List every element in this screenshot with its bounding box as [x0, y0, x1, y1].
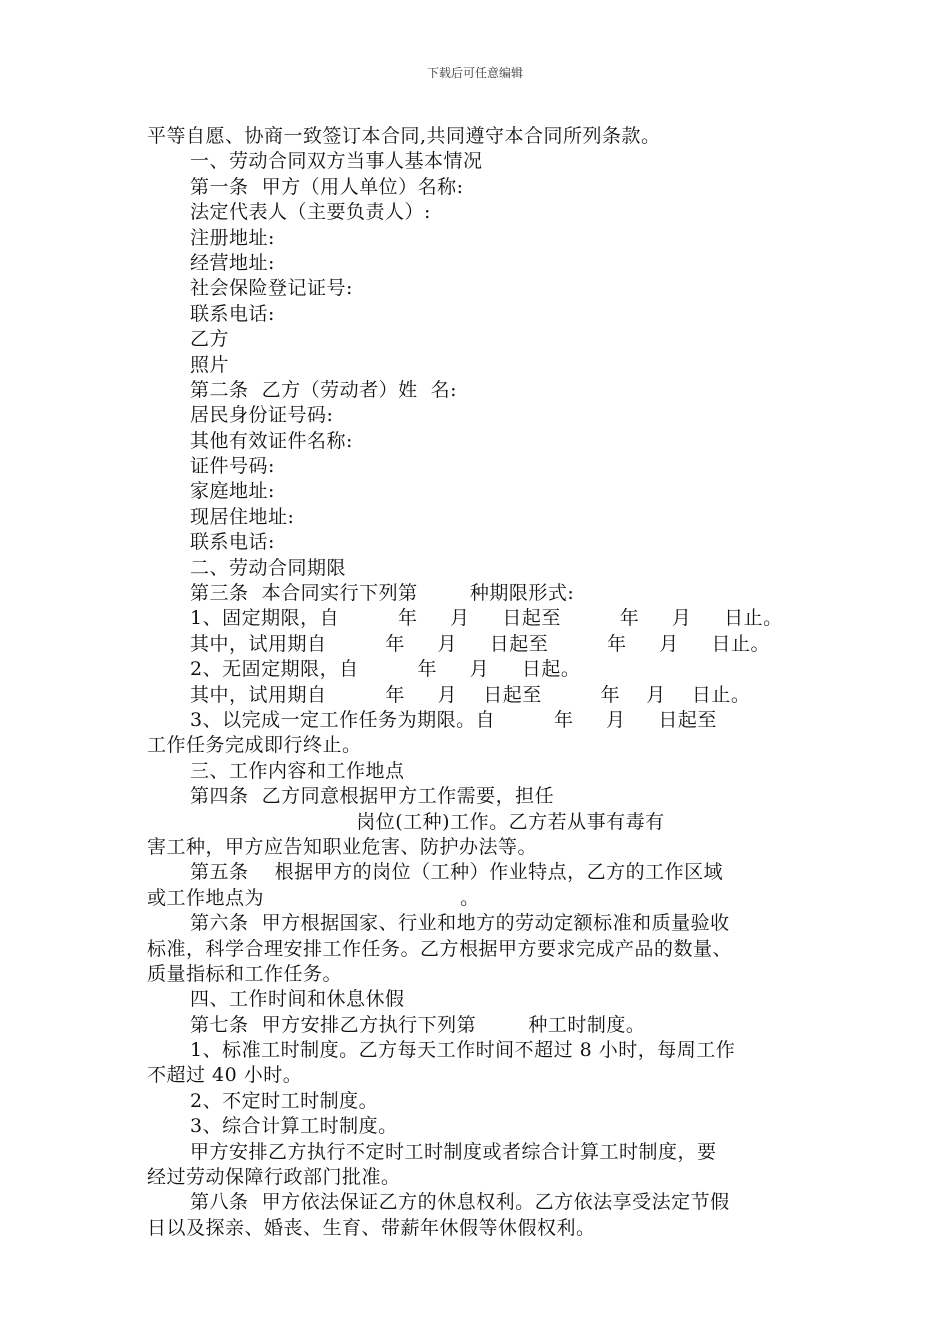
document-line: 注册地址: [190, 226, 275, 249]
document-line: 联系电话: [190, 531, 275, 554]
document-body [147, 124, 807, 1241]
document-line: 标准，科学合理安排工作任务。乙方根据甲方要求完成产品的数量、 [147, 937, 733, 960]
document-line: 三、工作内容和工作地点 [190, 759, 405, 782]
document-line: 证件号码: [190, 455, 275, 478]
document-line: 其中，试用期自 年 月 日起至 年 月 日止。 [190, 683, 751, 706]
document-line: 1、固定期限，自 年 月 日起至 年 月 日止。 [190, 607, 783, 630]
document-line: 第一条 甲方（用人单位）名称: [190, 175, 464, 198]
document-line: 2、无固定期限，自 年 月 日起。 [190, 658, 581, 681]
document-line: 家庭地址: [190, 480, 275, 503]
document-line: 甲方安排乙方执行不定时工时制度或者综合计算工时制度，要 [190, 1140, 717, 1163]
document-line: 法定代表人（主要负责人）: [190, 201, 431, 224]
document-line: 或工作地点为 。 [147, 886, 480, 909]
document-line: 岗位(工种)工作。乙方若从事有毒有 [147, 810, 665, 833]
document-line: 照片 [190, 353, 230, 376]
document-line: 四、工作时间和休息休假 [190, 988, 405, 1011]
document-line: 3、综合计算工时制度。 [190, 1115, 398, 1138]
document-line: 其他有效证件名称: [190, 429, 353, 452]
document-line: 第六条 甲方根据国家、行业和地方的劳动定额标准和质量验收 [190, 912, 730, 935]
document-line: 联系电话: [190, 302, 275, 325]
document-line: 质量指标和工作任务。 [147, 962, 343, 985]
document-line: 平等自愿、协商一致签订本合同,共同遵守本合同所列条款。 [147, 125, 661, 147]
page-header: 下载后可任意编辑 [426, 66, 523, 80]
document-line: 工作任务完成即行终止。 [147, 734, 362, 757]
document-line: 第五条 根据甲方的岗位（工种）作业特点，乙方的工作区域 [190, 861, 724, 884]
document-line: 社会保险登记证号: [190, 277, 353, 300]
document-line: 1、标准工时制度。乙方每天工作时间不超过 8 小时，每周工作 [190, 1039, 736, 1062]
document-line: 第二条 乙方（劳动者）姓 名: [190, 378, 458, 401]
document-line: 经营地址: [190, 251, 275, 274]
document-line: 害工种，甲方应告知职业危害、防护办法等。 [147, 835, 538, 858]
document-line: 日以及探亲、婚丧、生育、带薪年休假等休假权利。 [147, 1216, 596, 1239]
document-line: 乙方 [190, 328, 230, 351]
document-line: 第三条 本合同实行下列第 种期限形式: [190, 582, 575, 605]
document-line: 居民身份证号码: [190, 404, 334, 427]
document-line: 第四条 乙方同意根据甲方工作需要，担任 [190, 785, 555, 808]
document-line: 不超过 40 小时。 [147, 1064, 303, 1087]
document-line: 一、劳动合同双方当事人基本情况 [190, 150, 483, 173]
document-line: 2、不定时工时制度。 [190, 1089, 379, 1112]
document-line: 3、以完成一定工作任务为期限。自 年 月 日起至 [190, 708, 717, 731]
document-line: 经过劳动保障行政部门批准。 [147, 1166, 401, 1189]
document-line: 现居住地址: [190, 505, 295, 528]
document-line: 第七条 甲方安排乙方执行下列第 种工时制度。 [190, 1013, 646, 1036]
document-line: 第八条 甲方依法保证乙方的休息权利。乙方依法享受法定节假 [190, 1191, 730, 1214]
document-line: 其中，试用期自 年 月 日起至 年 月 日止。 [190, 632, 771, 655]
document-line: 二、劳动合同期限 [190, 556, 347, 579]
